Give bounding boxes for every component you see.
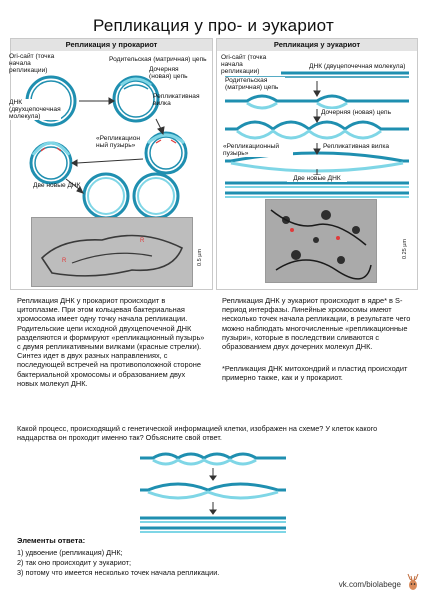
euk-label-daughter: Дочерняя (новая) цепь [321,109,411,116]
eukaryote-panel [216,38,418,290]
euk-label-dna: ДНК (двуцепочечная молекула) [309,63,417,70]
new-dna-ring-b [134,174,178,218]
answer-item-2: 2) так оно происходит у эукариот; [17,558,132,567]
deer-logo-icon [405,572,421,594]
question-text: Какой процесс, происходящий с генетической информацией клетки, изображен на схеме? У клеток какого надцарства он проходит именно так? Объясните свой ответ. [17,424,378,442]
euk-label-fork: Репликативная вилка [323,143,413,150]
euk-label-ori: Ori-сайт (точка начала репликации) [221,54,281,75]
answer-item-3: 3) потому что имеется несколько точек начала репликации. [17,568,220,577]
euk-scale: 0.25 µm [402,239,408,259]
svg-text:R: R [62,258,67,264]
svg-text:R: R [140,238,145,244]
prok-label-bubble: «Репликацион ный пузырь» [96,135,141,149]
dna-ring-4 [31,143,71,183]
prok-label-daughter: Дочерняя (новая) цепь [149,66,188,80]
prokaryote-micrograph [31,217,193,287]
eukaryote-micrograph [265,199,377,283]
page-title: Репликация у про- и эукариот [93,16,334,35]
answer-title: Элементы ответа: [17,536,86,545]
prok-label-fork: Репликативная вилка [153,93,200,107]
euk-new-dna [225,183,409,197]
prok-label-ori: Ori-сайт (точка начала репликации) [9,53,55,74]
question-diagram [138,448,288,538]
prok-scale: 0.5 µm [197,249,203,266]
prok-label-parent: Родительская (матричная) цепь [109,56,207,63]
eukaryote-header: Репликация у эукариот [217,39,417,51]
prokaryote-panel [10,38,213,290]
euk-label-two-dna: Две новые ДНК [287,175,347,182]
dna-ring-3 [146,133,186,173]
prok-label-two-dna: Две новые ДНК [33,182,81,189]
answer-item-1: 1) удвоение (репликация) ДНК; [17,548,123,557]
euk-label-parent: Родительская (матричная) цепь [225,77,285,91]
footer-link[interactable]: vk.com/biolabege [338,580,401,589]
euk-flow-arrows [314,81,320,180]
eukaryote-text: Репликация ДНК у эукариот происходит в ядре* в S-период интерфазы. Линейные хромосомы имеют несколько точек начала репликации, в результате чего можно наблюдать многочисленные «репликационные пузыри», которые в последствии сливаются с образованием двух дочерних молекул ДНК. [222,296,411,352]
prokaryote-header: Репликация у прокариот [11,39,212,51]
euk-dna-2 [225,96,409,108]
euk-dna-3 [225,122,409,138]
new-dna-ring-a [84,174,128,218]
eukaryote-note: *Репликация ДНК митохондрий и пластид происходит примерно также, как и у прокариот. [222,364,408,383]
dna-ring-2 [114,77,158,121]
prokaryote-text: Репликация ДНК у прокариот происходит в цитоплазме. При этом кольцевая бактериальная хромосома имеет одну точку начала репликации. Родительские цепи исходной двухцепочечной ДНК разделяются и формируют «репликационный пузырь» с двумя репликативными вилками (красные стрелки). Синтез идет в двух разных направлениях, с последующей встречей на противоположной стороне бактериальной хромосомы и образованием двух новых молекул ДНК. [17,296,205,388]
prok-label-dna: ДНК (двухцепочечная молекула) [9,99,61,120]
euk-label-bubble: «Репликационный пузырь» [223,143,293,157]
